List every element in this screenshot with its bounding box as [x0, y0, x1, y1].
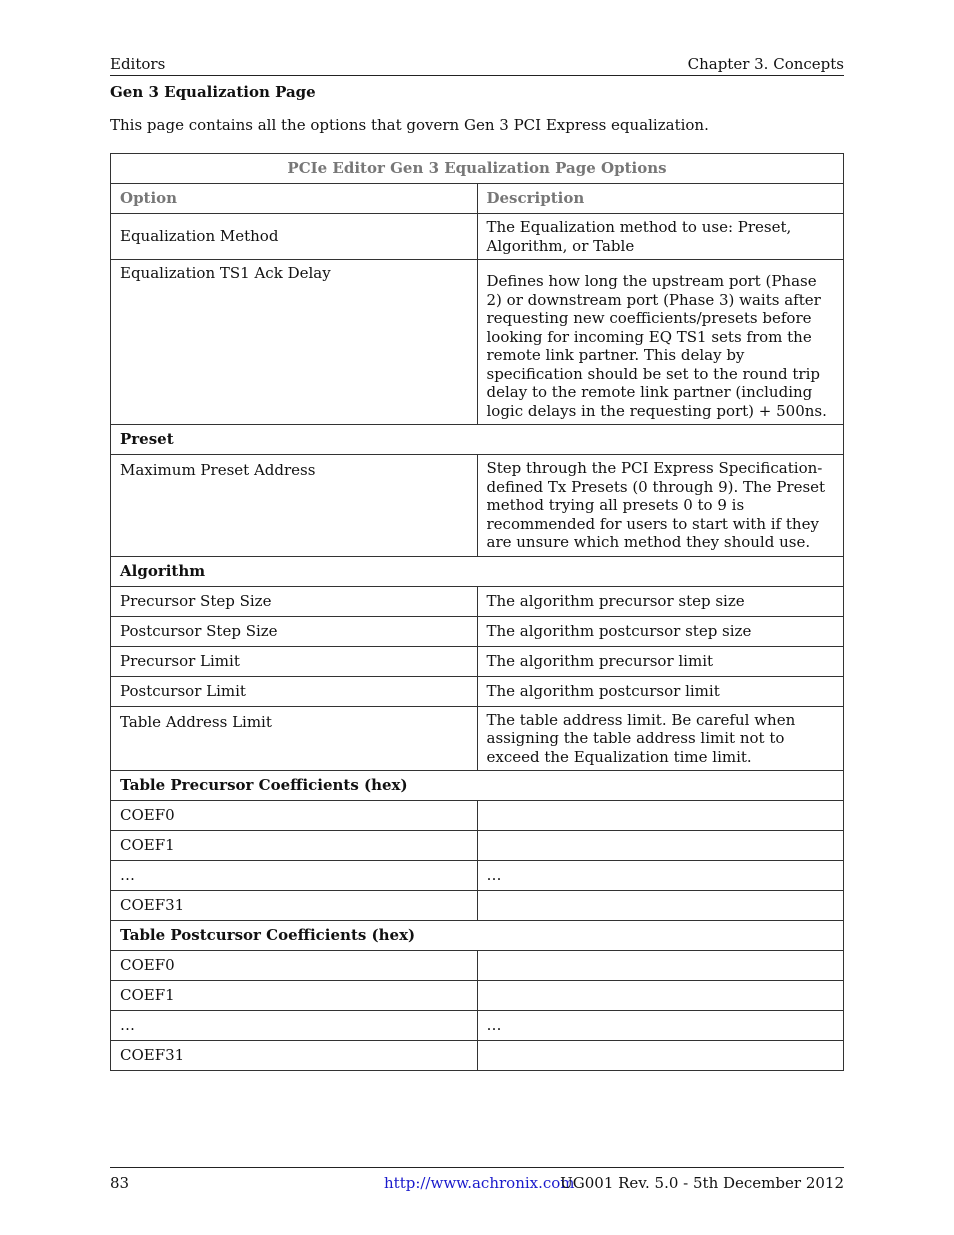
- column-header-description: Description: [477, 184, 844, 214]
- table-caption: PCIe Editor Gen 3 Equalization Page Options: [111, 154, 844, 184]
- description-cell: The algorithm precursor limit: [477, 646, 844, 676]
- description-cell: Step through the PCI Express Specification-defined Tx Presets (0 through 9). The Preset method trying all presets 0 to 9 is recommended for users to start with if they are unsure which method they should use.: [477, 455, 844, 557]
- group-heading-precursor-coefficients: Table Precursor Coefficients (hex): [111, 771, 844, 801]
- description-cell: The algorithm postcursor step size: [477, 616, 844, 646]
- page-number: 83: [110, 1174, 130, 1192]
- description-cell: [477, 1041, 844, 1071]
- option-cell: …: [111, 861, 478, 891]
- option-cell: Postcursor Step Size: [111, 616, 478, 646]
- description-cell: [477, 951, 844, 981]
- table-row: [111, 801, 844, 831]
- description-cell: The algorithm postcursor limit: [477, 676, 844, 706]
- column-header-option: Option: [111, 184, 478, 214]
- option-cell: Equalization Method: [111, 214, 478, 260]
- description-cell: …: [477, 1011, 844, 1041]
- description-cell: [477, 831, 844, 861]
- table-row: [111, 646, 844, 676]
- document-revision: UG001 Rev. 5.0 - 5th December 2012: [560, 1174, 844, 1192]
- table-row: [111, 586, 844, 616]
- table-row: [111, 676, 844, 706]
- option-cell: Postcursor Limit: [111, 676, 478, 706]
- description-cell: The Equalization method to use: Preset, Algorithm, or Table: [477, 214, 844, 260]
- page-header: [110, 54, 844, 76]
- table-row: [111, 981, 844, 1011]
- table-row: [111, 861, 844, 891]
- option-cell: …: [111, 1011, 478, 1041]
- option-cell: COEF1: [111, 831, 478, 861]
- option-cell: COEF1: [111, 981, 478, 1011]
- table-row: [111, 1011, 844, 1041]
- description-cell: Defines how long the upstream port (Phase 2) or downstream port (Phase 3) waits after requesting new coefficients/presets before looking for incoming EQ TS1 sets from the remote link partner. This delay by specification should be set to the round trip delay to the remote link partner (including logic delays in the requesting port) + 500ns.: [477, 260, 844, 425]
- option-cell: COEF0: [111, 801, 478, 831]
- option-cell: COEF31: [111, 1041, 478, 1071]
- page-footer: [110, 1167, 844, 1192]
- description-cell: The algorithm precursor step size: [477, 586, 844, 616]
- group-heading-algorithm: Algorithm: [111, 556, 844, 586]
- intro-paragraph: This page contains all the options that govern Gen 3 PCI Express equalization.: [110, 116, 709, 134]
- option-cell: Maximum Preset Address: [111, 455, 478, 557]
- table-row: [111, 831, 844, 861]
- table-row: [111, 891, 844, 921]
- header-chapter: Chapter 3. Concepts: [687, 55, 844, 73]
- description-cell: [477, 891, 844, 921]
- option-cell: Precursor Limit: [111, 646, 478, 676]
- website-link[interactable]: http://www.achronix.com: [384, 1174, 575, 1192]
- table-row: [111, 706, 844, 771]
- description-cell: [477, 801, 844, 831]
- description-cell: The table address limit. Be careful when assigning the table address limit not to exceed the Equalization time limit.: [477, 706, 844, 771]
- options-table: [110, 153, 844, 1071]
- table-row: [111, 951, 844, 981]
- option-cell: Table Address Limit: [111, 706, 478, 771]
- table-row: [111, 214, 844, 260]
- table-row: [111, 616, 844, 646]
- table-row: [111, 455, 844, 557]
- table-row: [111, 1041, 844, 1071]
- option-cell: COEF0: [111, 951, 478, 981]
- option-cell: COEF31: [111, 891, 478, 921]
- group-heading-preset: Preset: [111, 425, 844, 455]
- description-cell: [477, 981, 844, 1011]
- option-cell: Precursor Step Size: [111, 586, 478, 616]
- header-section: Editors: [110, 55, 166, 73]
- group-heading-postcursor-coefficients: Table Postcursor Coefficients (hex): [111, 921, 844, 951]
- table-row: [111, 260, 844, 425]
- description-cell: …: [477, 861, 844, 891]
- option-cell: Equalization TS1 Ack Delay: [111, 260, 478, 425]
- section-title: Gen 3 Equalization Page: [110, 83, 316, 101]
